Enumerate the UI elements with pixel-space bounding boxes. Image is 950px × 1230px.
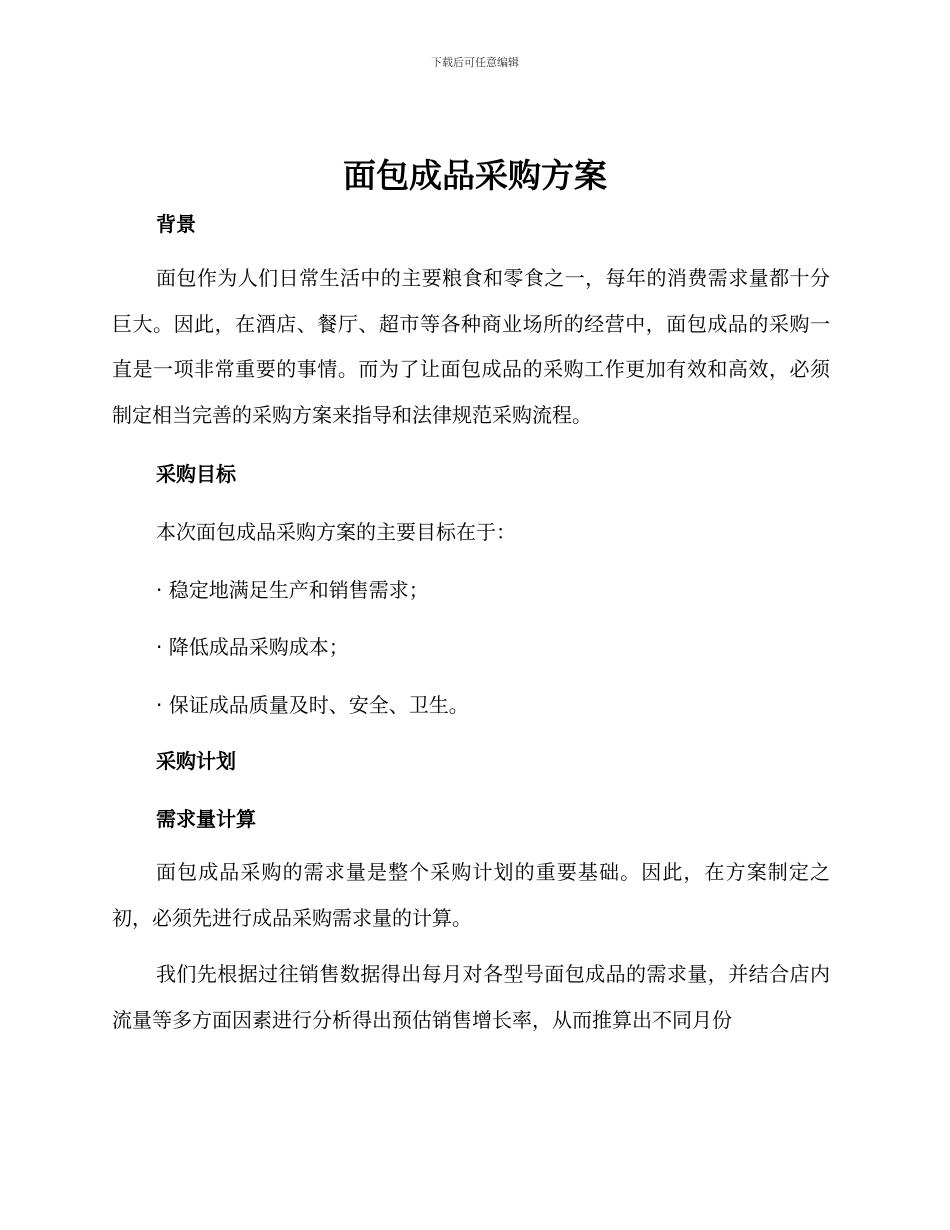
subheading-demand-calculation: 需求量计算	[156, 807, 256, 831]
goals-intro: 本次面包成品采购方案的主要目标在于：	[156, 520, 516, 544]
goal-item-3: · 保证成品质量及时、安全、卫生。	[156, 693, 469, 717]
heading-goals: 采购目标	[156, 462, 236, 486]
heading-plan: 采购计划	[156, 749, 236, 773]
heading-background: 背景	[156, 212, 196, 236]
document-title: 面包成品采购方案	[343, 156, 607, 195]
paragraph-demand-1: 面包成品采购的需求量是整个采购计划的重要基础。因此，在方案制定之初，必须先进行成品采购需求量的计算。	[112, 860, 830, 930]
goal-item-1: · 稳定地满足生产和销售需求；	[156, 578, 429, 602]
paragraph-background: 面包作为人们日常生活中的主要粮食和零食之一，每年的消费需求量都十分巨大。因此，在酒店、餐厅、超市等各种商业场所的经营中，面包成品的采购一直是一项非常重要的事情。而为了让面包成品的采购工作更加有效和高效，必须制定相当完善的采购方案来指导和法律规范采购流程。	[112, 266, 830, 427]
paragraph-demand-2: 我们先根据过往销售数据得出每月对各型号面包成品的需求量，并结合店内流量等多方面因素进行分析得出预估销售增长率，从而推算出不同月份	[112, 962, 830, 1032]
goal-item-2: · 降低成品采购成本；	[156, 635, 349, 659]
page-header-note: 下载后可任意编辑	[431, 56, 519, 69]
